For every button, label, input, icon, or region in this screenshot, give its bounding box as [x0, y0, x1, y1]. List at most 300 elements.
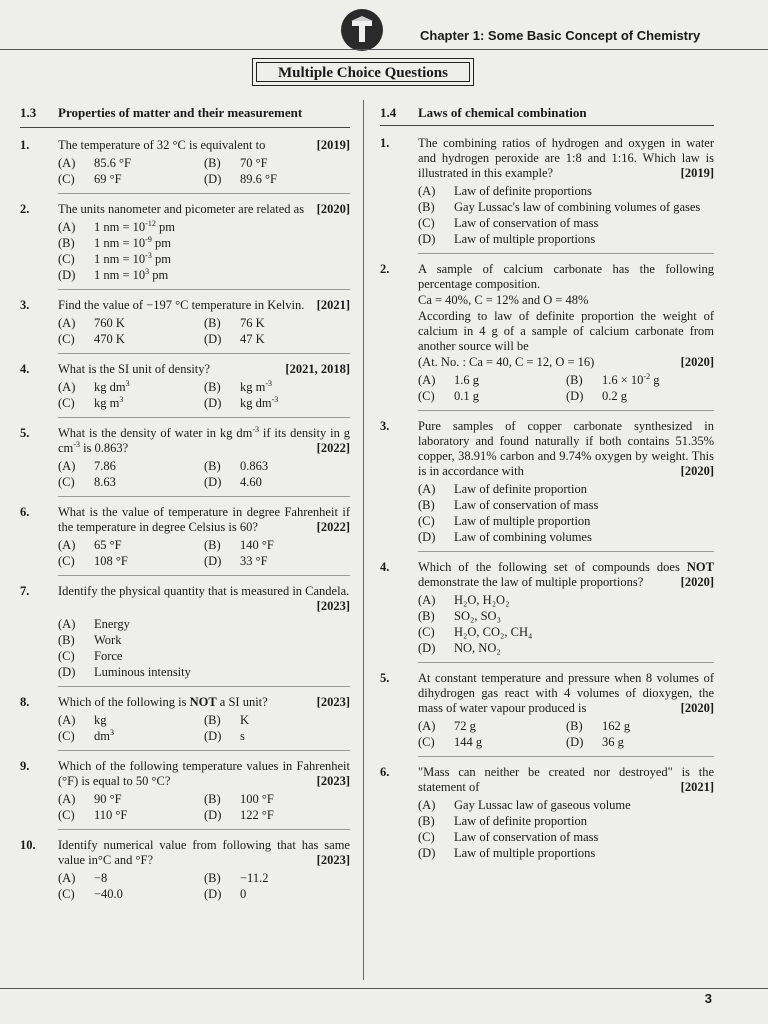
- options-list: [58, 459, 350, 490]
- option-text: Law of multiple proportions: [454, 232, 596, 246]
- question-divider: [418, 756, 714, 757]
- question-number: 3.: [380, 419, 390, 433]
- option-text: kg $dm^{-3}$: [240, 394, 279, 410]
- option-text: 4.60: [240, 475, 262, 489]
- question: [20, 138, 350, 187]
- question-body: [58, 505, 350, 569]
- exam-year: [2022]: [316, 520, 350, 534]
- question-stem: The temperature of 32 °C is equivalent to [2019]: [58, 138, 350, 152]
- exam-year: [2020]: [680, 355, 714, 369]
- question-stem: What is the value of temperature in degree Fahrenheit if the temperature in degree Celsius is 60? [2022]: [58, 505, 350, 534]
- option-label: (D): [204, 887, 222, 901]
- answer-option: [418, 389, 566, 404]
- section-divider: [380, 125, 714, 126]
- option-label: (D): [418, 530, 436, 544]
- mcq-heading: Multiple Choice Questions: [256, 62, 470, 82]
- answer-option: [418, 482, 714, 497]
- option-label: (D): [204, 396, 222, 410]
- option-label: (D): [204, 172, 222, 186]
- question: [20, 759, 350, 823]
- option-label: (B): [58, 236, 75, 250]
- answer-option: [204, 396, 350, 411]
- question-stem: What is the SI unit of density? [2021, 2018]: [58, 362, 350, 376]
- exam-year: [2020]: [680, 464, 714, 478]
- answer-option: [58, 252, 350, 267]
- option-label: (A): [418, 719, 436, 733]
- answer-option: [204, 554, 350, 569]
- question-stem: The units nanometer and picometer are related as [2020]: [58, 202, 350, 216]
- question-number: 2.: [20, 202, 30, 216]
- question-extra-line: Ca = 40%, C = 12% and O = 48%: [418, 293, 589, 307]
- answer-option: [58, 156, 204, 171]
- option-text: 36 g: [602, 735, 624, 749]
- option-label: (A): [58, 871, 76, 885]
- option-text: 47 K: [240, 332, 265, 346]
- options-list: [58, 871, 350, 902]
- option-text: 100 °F: [240, 792, 274, 806]
- answer-option: [204, 792, 350, 807]
- question-number: 3.: [20, 298, 30, 312]
- option-label: (D): [566, 735, 584, 749]
- options-list: [418, 719, 714, 750]
- option-label: (C): [58, 808, 75, 822]
- answer-option: [418, 373, 566, 388]
- question-number: 4.: [380, 560, 390, 574]
- answer-option: [58, 792, 204, 807]
- answer-option: [58, 236, 350, 251]
- option-text: K: [240, 713, 250, 727]
- option-text: Luminous intensity: [94, 665, 191, 679]
- section-title: Properties of matter and their measurement: [58, 105, 303, 120]
- question-number: 1.: [380, 136, 390, 150]
- option-text: s: [240, 729, 245, 743]
- option-text: kg $dm^3$: [94, 378, 130, 394]
- options-list: [58, 156, 350, 187]
- option-label: (B): [418, 609, 435, 623]
- answer-option: [418, 530, 714, 545]
- option-text: 69 °F: [94, 172, 122, 186]
- question: [20, 362, 350, 411]
- option-text: Law of conservation of mass: [454, 498, 599, 512]
- option-label: (C): [418, 735, 435, 749]
- question-number: 1.: [20, 138, 30, 152]
- question-body: [58, 202, 350, 283]
- option-label: (B): [204, 538, 221, 552]
- right-column: [380, 105, 714, 861]
- option-label: (A): [58, 316, 76, 330]
- option-label: (D): [204, 808, 222, 822]
- footer-divider: [0, 988, 768, 989]
- option-label: (A): [418, 184, 436, 198]
- option-label: (B): [418, 814, 435, 828]
- answer-option: [204, 380, 350, 395]
- question-stem: Identify numerical value from following that has same value in°C and °F? [2023]: [58, 838, 350, 867]
- option-label: (A): [418, 593, 436, 607]
- option-label: (B): [204, 380, 221, 394]
- options-list: [418, 593, 714, 656]
- option-text: −40.0: [94, 887, 123, 901]
- question-extra-line: According to law of definite proportion the weight of calcium in 4 g of a sample of calcium carbonate from another source will be: [418, 309, 714, 353]
- question-stem: What is the density of water in kg $dm^{-3}$ if its density in g $cm^{-3}$ is 0.863? [2022]: [58, 424, 351, 455]
- question-body: [58, 759, 350, 823]
- option-text: 140 °F: [240, 538, 274, 552]
- option-text: 76 K: [240, 316, 265, 330]
- section-number: 1.3: [20, 105, 37, 120]
- option-text: H₂O, H₂O₂: [454, 593, 510, 607]
- option-text: SO₂, SO₃: [454, 609, 501, 623]
- answer-option: [418, 514, 714, 529]
- option-text: 144 g: [454, 735, 483, 749]
- option-text: Law of definite proportion: [454, 482, 587, 496]
- question-body: [58, 138, 350, 187]
- option-label: (C): [58, 554, 75, 568]
- answer-option: [204, 871, 350, 886]
- option-label: (B): [204, 792, 221, 806]
- option-label: (A): [58, 713, 76, 727]
- option-text: 110 °F: [94, 808, 128, 822]
- option-label: (D): [58, 268, 76, 282]
- option-text: Force: [94, 649, 123, 663]
- header-divider: [0, 49, 768, 50]
- question-stem: Find the value of −197 °C temperature in Kelvin. [2021]: [58, 298, 350, 312]
- question-body: [418, 765, 714, 861]
- option-text: Law of definite proportion: [454, 814, 587, 828]
- question-divider: [58, 750, 350, 751]
- option-text: 0.1 g: [454, 389, 479, 403]
- question: [20, 584, 350, 680]
- answer-option: [58, 380, 204, 395]
- left-column: [20, 105, 350, 902]
- answer-option: [418, 232, 714, 247]
- question: [380, 560, 714, 656]
- option-text: Gay Lussac law of gaseous volume: [454, 798, 631, 812]
- options-list: [58, 380, 350, 411]
- chapter-title: Chapter 1: Some Basic Concept of Chemistry: [420, 28, 701, 43]
- answer-option: [418, 200, 714, 215]
- option-label: (C): [58, 729, 75, 743]
- question: [380, 419, 714, 545]
- option-label: (B): [566, 373, 583, 387]
- question-body: [58, 426, 350, 490]
- option-text: 85.6 °F: [94, 156, 131, 170]
- exam-year: [2021]: [680, 780, 714, 794]
- option-label: (A): [58, 156, 76, 170]
- question-divider: [58, 686, 350, 687]
- answer-option: [58, 649, 350, 664]
- option-label: (A): [58, 538, 76, 552]
- answer-option: [418, 625, 714, 640]
- option-text: 108 °F: [94, 554, 128, 568]
- option-text: Law of definite proportions: [454, 184, 592, 198]
- options-list: [58, 792, 350, 823]
- section-heading: [380, 105, 714, 121]
- page-number: 3: [704, 991, 712, 1006]
- question-stem: Which of the following temperature values in Fahrenheit (°F) is equal to 50 °C? [2023]: [58, 759, 350, 788]
- question-stem: The combining ratios of hydrogen and oxygen in water and hydrogen peroxide are 1:8 and 1:16. Which law is illustrated in this example? [2019]: [418, 136, 714, 180]
- option-text: $1.6 \times 10^{-2}$ g: [602, 371, 660, 387]
- column-divider: [363, 100, 364, 980]
- option-text: 0: [240, 887, 247, 901]
- option-text: 1 nm = $10^{-3}$ pm: [94, 250, 171, 266]
- option-label: (D): [204, 554, 222, 568]
- answer-option: [58, 268, 350, 283]
- question: [20, 505, 350, 569]
- options-list: [418, 798, 714, 861]
- answer-option: [58, 332, 204, 347]
- option-label: (C): [58, 252, 75, 266]
- option-label: (C): [418, 625, 435, 639]
- option-text: 0.863: [240, 459, 269, 473]
- options-list: [58, 617, 350, 680]
- option-text: 70 °F: [240, 156, 268, 170]
- question-body: [58, 584, 350, 680]
- question-stem: Pure samples of copper carbonate synthesized in laboratory and found naturally if both contains 51.35% copper, 38.91% carbon and 9.74% oxygen by weight. This is in accordance with [2020]: [418, 419, 714, 478]
- option-label: (A): [58, 617, 76, 631]
- answer-option: [418, 719, 566, 734]
- option-label: (B): [204, 316, 221, 330]
- option-text: 122 °F: [240, 808, 274, 822]
- option-text: 470 K: [94, 332, 125, 346]
- question: [380, 136, 714, 247]
- answer-option: [58, 887, 204, 902]
- answer-option: [58, 729, 204, 744]
- question-number: 7.: [20, 584, 30, 598]
- option-label: (C): [58, 649, 75, 663]
- question-body: [58, 362, 350, 411]
- option-label: (D): [418, 641, 436, 655]
- options-list: [58, 713, 350, 744]
- option-label: (C): [418, 830, 435, 844]
- answer-option: [204, 887, 350, 902]
- answer-option: [566, 735, 714, 750]
- answer-option: [418, 184, 714, 199]
- answer-option: [58, 396, 204, 411]
- answer-option: [58, 808, 204, 823]
- question-number: 5.: [20, 426, 30, 440]
- option-label: (C): [418, 514, 435, 528]
- option-text: 1 nm = $10^3$ pm: [94, 266, 169, 282]
- section-heading: [20, 105, 350, 121]
- option-text: Law of multiple proportions: [454, 846, 596, 860]
- option-text: kg $m^{-3}$: [240, 378, 273, 394]
- question-stem: Identify the physical quantity that is measured in Candela. [2023]: [58, 584, 350, 613]
- options-list: [58, 220, 350, 283]
- exam-year: [2021]: [316, 298, 350, 312]
- exam-year: [2023]: [316, 599, 350, 613]
- question-body: [58, 695, 350, 744]
- option-text: Law of multiple proportion: [454, 514, 591, 528]
- question-divider: [58, 353, 350, 354]
- answer-option: [58, 665, 350, 680]
- answer-option: [204, 808, 350, 823]
- answer-option: [204, 316, 350, 331]
- answer-option: [566, 719, 714, 734]
- answer-option: [58, 617, 350, 632]
- answer-option: [418, 216, 714, 231]
- option-label: (A): [418, 798, 436, 812]
- exam-year: [2020]: [316, 202, 350, 216]
- options-list: [418, 482, 714, 545]
- option-text: Work: [94, 633, 122, 647]
- option-label: (C): [418, 389, 435, 403]
- question-stem: Which of the following set of compounds does NOT demonstrate the law of multiple proportions? [2020]: [418, 560, 714, 589]
- option-text: kg $m^3$: [94, 394, 124, 410]
- question-divider: [58, 289, 350, 290]
- option-label: (B): [204, 871, 221, 885]
- option-text: 8.63: [94, 475, 116, 489]
- question: [20, 695, 350, 744]
- exam-year: [2021, 2018]: [285, 362, 350, 376]
- option-text: 1.6 g: [454, 373, 479, 387]
- option-text: −8: [94, 871, 108, 885]
- answer-option: [58, 475, 204, 490]
- question-stem: A sample of calcium carbonate has the following percentage composition.: [418, 262, 714, 291]
- answer-option: [418, 814, 714, 829]
- answer-option: [418, 609, 714, 624]
- option-label: (B): [204, 156, 221, 170]
- option-label: (D): [566, 389, 584, 403]
- option-label: (C): [58, 475, 75, 489]
- option-label: (A): [418, 373, 436, 387]
- question-stem: "Mass can neither be created nor destroyed" is the statement of [2021]: [418, 765, 714, 794]
- question: [380, 262, 714, 404]
- option-label: (C): [58, 396, 75, 410]
- answer-option: [204, 475, 350, 490]
- question-body: [58, 298, 350, 347]
- question: [20, 426, 350, 490]
- exam-year: [2020]: [680, 701, 714, 715]
- option-label: (B): [58, 633, 75, 647]
- question-number: 10.: [20, 838, 36, 852]
- options-list: [58, 316, 350, 347]
- question-body: [418, 560, 714, 656]
- option-label: (B): [418, 498, 435, 512]
- option-label: (A): [58, 380, 76, 394]
- answer-option: [418, 830, 714, 845]
- question-number: 6.: [380, 765, 390, 779]
- answer-option: [58, 316, 204, 331]
- options-list: [418, 184, 714, 247]
- option-label: (A): [418, 482, 436, 496]
- option-label: (A): [58, 459, 76, 473]
- option-text: 1 nm = $10^{-12}$ pm: [94, 218, 175, 234]
- option-text: Law of conservation of mass: [454, 830, 599, 844]
- option-text: 7.86: [94, 459, 116, 473]
- question-body: [418, 671, 714, 750]
- exam-year: [2022]: [316, 441, 350, 455]
- answer-option: [58, 459, 204, 474]
- option-text: 89.6 °F: [240, 172, 277, 186]
- option-label: (C): [58, 887, 75, 901]
- option-label: (D): [418, 846, 436, 860]
- exam-year: [2020]: [680, 575, 714, 589]
- option-text: 162 g: [602, 719, 631, 733]
- question-body: [418, 419, 714, 545]
- option-label: (B): [204, 459, 221, 473]
- question-number: 6.: [20, 505, 30, 519]
- answer-option: [58, 172, 204, 187]
- section-divider: [20, 127, 350, 128]
- options-list: [58, 538, 350, 569]
- question-body: [58, 838, 350, 902]
- option-label: (D): [418, 232, 436, 246]
- option-label: (D): [204, 475, 222, 489]
- answer-option: [418, 641, 714, 656]
- section-number: 1.4: [380, 105, 397, 120]
- option-text: H₂O, CO₂, CH₄: [454, 625, 533, 639]
- option-label: (A): [58, 792, 76, 806]
- answer-option: [204, 332, 350, 347]
- answer-option: [418, 798, 714, 813]
- answer-option: [58, 554, 204, 569]
- logo-emblem-icon: [341, 9, 383, 51]
- answer-option: [418, 498, 714, 513]
- question-number: 2.: [380, 262, 390, 276]
- question-divider: [58, 417, 350, 418]
- answer-option: [58, 633, 350, 648]
- option-label: (B): [418, 200, 435, 214]
- question-number: 8.: [20, 695, 30, 709]
- option-text: kg: [94, 713, 107, 727]
- question-body: [418, 136, 714, 247]
- option-text: $dm^3$: [94, 727, 114, 743]
- answer-option: [58, 220, 350, 235]
- question-number: 4.: [20, 362, 30, 376]
- question-divider: [418, 662, 714, 663]
- answer-option: [418, 593, 714, 608]
- question-divider: [58, 193, 350, 194]
- answer-option: [204, 713, 350, 728]
- option-text: Gay Lussac's law of combining volumes of gases: [454, 200, 701, 214]
- question: [380, 765, 714, 861]
- answer-option: [204, 156, 350, 171]
- option-text: −11.2: [240, 871, 269, 885]
- option-text: 90 °F: [94, 792, 122, 806]
- option-text: 0.2 g: [602, 389, 627, 403]
- mcq-heading-box: [252, 58, 474, 86]
- answer-option: [566, 373, 714, 388]
- option-text: 760 K: [94, 316, 125, 330]
- answer-option: [204, 172, 350, 187]
- answer-option: [204, 538, 350, 553]
- option-text: 33 °F: [240, 554, 268, 568]
- option-label: (C): [58, 332, 75, 346]
- option-label: (C): [58, 172, 75, 186]
- question-divider: [418, 410, 714, 411]
- answer-option: [566, 389, 714, 404]
- answer-option: [418, 735, 566, 750]
- question-extra-line: (At. No. : Ca = 40, C = 12, O = 16) [2020]: [418, 355, 714, 369]
- question-number: 9.: [20, 759, 30, 773]
- option-text: Energy: [94, 617, 130, 631]
- option-text: Law of combining volumes: [454, 530, 592, 544]
- answer-option: [204, 729, 350, 744]
- question-number: 5.: [380, 671, 390, 685]
- option-text: 1 nm = $10^{-9}$ pm: [94, 234, 171, 250]
- question: [20, 838, 350, 902]
- question-divider: [418, 253, 714, 254]
- section-title: Laws of chemical combination: [418, 105, 587, 120]
- option-label: (C): [418, 216, 435, 230]
- options-list: [418, 373, 714, 404]
- option-text: 65 °F: [94, 538, 122, 552]
- option-text: Law of conservation of mass: [454, 216, 599, 230]
- answer-option: [204, 459, 350, 474]
- option-label: (D): [58, 665, 76, 679]
- option-label: (D): [204, 332, 222, 346]
- question: [20, 298, 350, 347]
- question-body: [418, 262, 714, 404]
